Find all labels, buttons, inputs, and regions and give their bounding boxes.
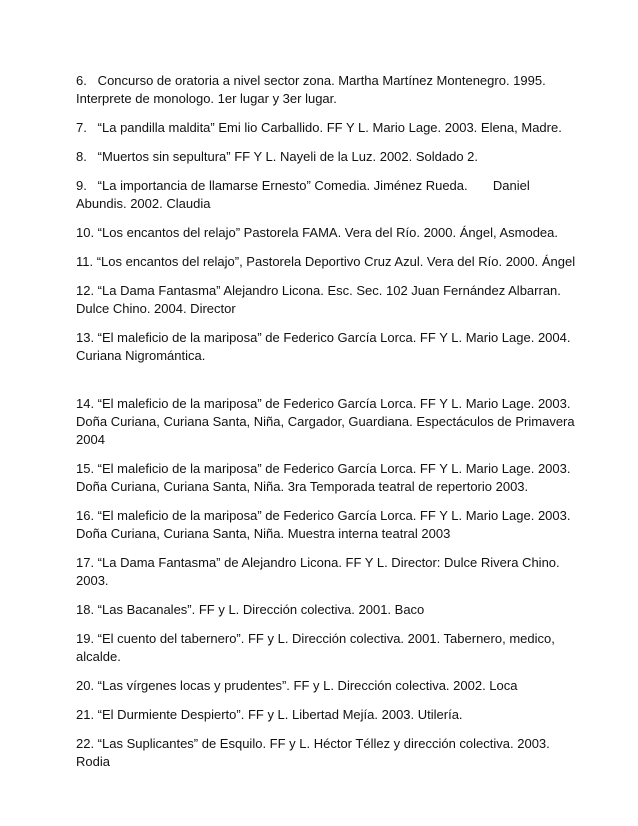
entry-line: 13. “El maleficio de la mariposa” de Federico García Lorca. FF Y L. Mario Lage. 2004. bbox=[76, 330, 571, 345]
list-item-12 bbox=[76, 282, 566, 318]
list-item-15 bbox=[76, 460, 571, 496]
entry-line: Dulce Chino. 2004. Director bbox=[76, 301, 236, 316]
list-item-11 bbox=[76, 253, 576, 271]
list-item-10 bbox=[76, 224, 566, 242]
entry-line: 11. “Los encantos del relajo”, Pastorela Deportivo Cruz Azul. Vera del Río. 2000. Ángel bbox=[76, 254, 576, 269]
list-item-17 bbox=[76, 554, 566, 590]
entry-line: 8. “Muertos sin sepultura” FF Y L. Nayeli de la Luz. 2002. Soldado 2. bbox=[76, 149, 479, 164]
list-item-7 bbox=[76, 119, 566, 137]
list-item-9 bbox=[76, 177, 566, 213]
entry-line: alcalde. bbox=[76, 649, 121, 664]
document-page bbox=[76, 72, 576, 782]
entry-line: Curiana Nigromántica. bbox=[76, 348, 206, 363]
entry-line: 15. “El maleficio de la mariposa” de Federico García Lorca. FF Y L. Mario Lage. 2003. bbox=[76, 461, 571, 476]
entry-line: Rodia bbox=[76, 754, 110, 769]
entry-line: 17. “La Dama Fantasma” de Alejandro Licona. FF Y L. Director: Dulce Rivera Chino. bbox=[76, 555, 560, 570]
entry-line: 22. “Las Suplicantes” de Esquilo. FF y L. Héctor Téllez y dirección colectiva. 2003. bbox=[76, 736, 550, 751]
list-item-18 bbox=[76, 601, 566, 619]
entry-line: Abundis. 2002. Claudia bbox=[76, 196, 211, 211]
list-item-8 bbox=[76, 148, 566, 166]
entry-line: 2004 bbox=[76, 432, 105, 447]
list-item-19 bbox=[76, 630, 566, 666]
entry-line: 18. “Las Bacanales”. FF y L. Dirección colectiva. 2001. Baco bbox=[76, 602, 425, 617]
entry-line: 2003. bbox=[76, 573, 109, 588]
entry-line: 12. “La Dama Fantasma” Alejandro Licona. Esc. Sec. 102 Juan Fernández Albarran. bbox=[76, 283, 561, 298]
list-item-21 bbox=[76, 706, 566, 724]
list-item-22 bbox=[76, 735, 566, 771]
entry-line: 20. “Las vírgenes locas y prudentes”. FF y L. Dirección colectiva. 2002. Loca bbox=[76, 678, 518, 693]
entry-line: Doña Curiana, Curiana Santa, Niña. 3ra Temporada teatral de repertorio 2003. bbox=[76, 479, 529, 494]
entry-line: 9. “La importancia de llamarse Ernesto” Comedia. Jiménez Rueda. Daniel bbox=[76, 178, 530, 193]
list-item-6 bbox=[76, 72, 566, 108]
entry-line: 16. “El maleficio de la mariposa” de Federico García Lorca. FF Y L. Mario Lage. 2003. bbox=[76, 508, 571, 523]
entry-line: 7. “La pandilla maldita” Emi lio Carballido. FF Y L. Mario Lage. 2003. Elena, Madre. bbox=[76, 120, 562, 135]
entry-line: Doña Curiana, Curiana Santa, Niña. Muestra interna teatral 2003 bbox=[76, 526, 451, 541]
entry-line: 14. “El maleficio de la mariposa” de Federico García Lorca. FF Y L. Mario Lage. 2003. bbox=[76, 396, 571, 411]
list-item-13 bbox=[76, 329, 571, 365]
entry-line: 10. “Los encantos del relajo” Pastorela FAMA. Vera del Río. 2000. Ángel, Asmodea. bbox=[76, 225, 559, 240]
entry-line: 19. “El cuento del tabernero”. FF y L. Dirección colectiva. 2001. Tabernero, medico, bbox=[76, 631, 555, 646]
entry-line: 21. “El Durmiente Despierto”. FF y L. Libertad Mejía. 2003. Utilería. bbox=[76, 707, 463, 722]
list-item-14 bbox=[76, 395, 575, 449]
entry-line: 6. Concurso de oratoria a nivel sector zona. Martha Martínez Montenegro. 1995. bbox=[76, 73, 546, 88]
entry-line: Doña Curiana, Curiana Santa, Niña, Cargador, Guardiana. Espectáculos de Primavera bbox=[76, 414, 575, 429]
entry-line: Interprete de monologo. 1er lugar y 3er lugar. bbox=[76, 91, 337, 106]
list-item-16 bbox=[76, 507, 571, 543]
list-item-20 bbox=[76, 677, 566, 695]
